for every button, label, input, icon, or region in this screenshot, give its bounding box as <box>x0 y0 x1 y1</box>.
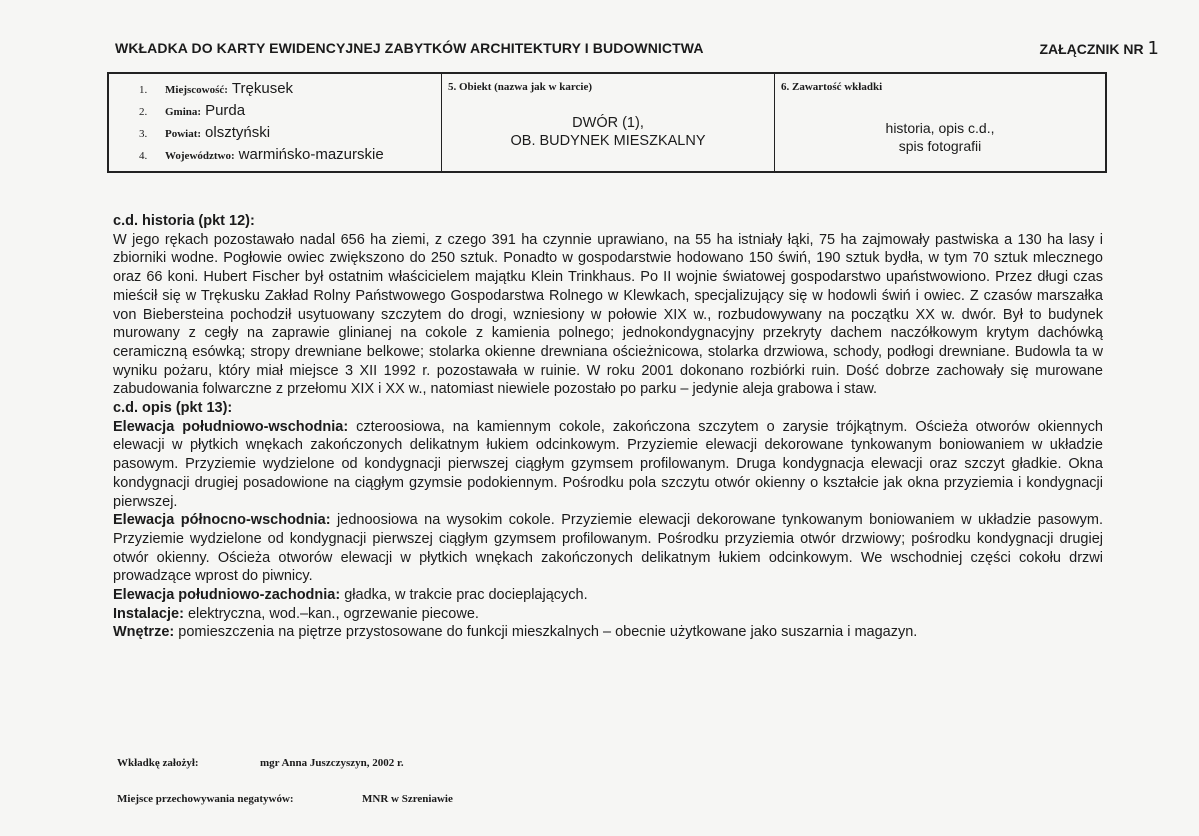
object-name-line1: DWÓR (1), <box>572 115 644 131</box>
description-paragraph <box>113 418 1103 512</box>
contents-line1: historia, opis c.d., <box>885 120 995 136</box>
object-column <box>442 74 775 171</box>
paragraph-label: Instalacje: <box>113 605 184 622</box>
location-value: Purda <box>205 102 246 119</box>
paragraph-label: Elewacja południowo-wschodnia: <box>113 418 349 435</box>
history-text: W jego rękach pozostawało nadal 656 ha ziemi, z czego 391 ha czynnie uprawiano, na 55 ha istniały łąki, 75 ha zajmowały pastwiska a 130 ha lasy i zbiorniki wodne. Pogłowie owiec zwiększono do 250 sztuk. Ponadto w gospodarstwie hodowano 150 świń, 190 sztuk bydła, w tym 70 sztuk mlecznego oraz 66 koni. Hubert Fischer był ostatnim właścicielem majątku Klein Trinkhaus. Po II wojnie światowej gospodarstwo upaństwowiono. Przez długi czas mieścił się w Trękusku Zakład Rolny Państwowego Gospodarstwa Rolnego w Klewkach, specjalizujący się w hodowli świń i owiec. Z czasów marszałka von Biebersteina pochodził usytuowany szczytem do drogi, wzniesiony w połowie XIX w., rozbudowywany na początku XX w. dwór. Był to budynek murowany z cegły na zaprawie glinianej na cokole z kamienia polnego; jednokondygnacyjny przekryty dachem naczółkowym krytym dachówką ceramiczną esówką; stropy drewniane belkowe; stolarka okienne drewniana ościeżnicowa, stolarka drzwiowa, schody, podłogi drewniane. Budowla ta w wyniku pożaru, który miał miejsce 3 XII 1992 r. pozostawała w ruinie. W roku 2001 dokonano rozbiórki ruin. Dość dobrze zachowały się murowane zabudowania folwarczne z przełomu XIX i XX w., natomiast niewiele pozostało po parku – jedynie aleja grabowa i staw. <box>113 231 1103 398</box>
founder-label: Wkładkę założył: <box>117 757 199 769</box>
location-row-county <box>139 124 441 146</box>
annex-number: 1 <box>1147 38 1159 59</box>
paragraph-text: jednoosiowa na wysokim cokole. Przyziemie elewacji dekorowane tynkowanym boniowaniem w układzie pasowym. Przyziemie wydzielone od kondygnacji pierwszej ciągłym gzymsem profilowanym. Pośrodku przyziemia otwór drzwiowy; pośrodku kondygnacji drugiej otwór okienny. Ościeża otworów elewacji w płytkich wnękach zakończonych delikatnym łukiem odcinkowym. We wschodniej części cokołu drzwi prowadzące wprost do piwnicy. <box>113 512 1103 585</box>
paragraph-text: elektryczna, wod.–kan., ogrzewanie piecowe. <box>183 605 479 622</box>
location-value: warmińsko-mazurskie <box>238 146 384 163</box>
location-row-voivodeship <box>139 146 441 168</box>
paragraph-label: Elewacja północno-wschodnia: <box>113 512 331 529</box>
object-heading: 5. Obiekt (nazwa jak w karcie) <box>448 81 593 93</box>
founder-value: mgr Anna Juszczyszyn, 2002 r. <box>260 757 404 769</box>
location-num: 4. <box>139 150 148 162</box>
contents-heading: 6. Zawartość wkładki <box>781 81 883 93</box>
description-paragraph <box>113 623 1103 642</box>
storage-value: MNR w Szreniawie <box>362 793 453 805</box>
location-row-commune <box>139 102 441 124</box>
footer-founder <box>117 757 404 769</box>
description-paragraph <box>113 586 1103 605</box>
annex-label <box>1039 38 1159 59</box>
main-content <box>113 212 1103 642</box>
object-name-line2: OB. BUDYNEK MIESZKALNY <box>510 133 706 149</box>
location-num: 1. <box>139 84 148 96</box>
paragraph-label: Elewacja południowo-zachodnia: <box>113 587 341 604</box>
location-num: 2. <box>139 106 148 118</box>
paragraph-text: pomieszczenia na piętrze przystosowane do funkcji mieszkalnych – obecnie użytkowane jako suszarnia i magazyn. <box>174 624 918 641</box>
location-label: Miejscowość: <box>165 84 228 96</box>
info-table <box>107 72 1107 173</box>
storage-label: Miejsce przechowywania negatywów: <box>117 793 294 805</box>
annex-label-text: ZAŁĄCZNIK NR <box>1039 41 1144 57</box>
paragraph-label: Wnętrze: <box>113 624 175 641</box>
description-paragraph <box>113 511 1103 586</box>
location-column <box>109 74 442 171</box>
contents-list <box>775 119 1105 155</box>
location-value: Trękusek <box>231 80 294 97</box>
location-value: olsztyński <box>205 124 271 141</box>
description-paragraph <box>113 605 1103 624</box>
footer-storage <box>117 793 453 805</box>
document-title: WKŁADKA DO KARTY EWIDENCYJNEJ ZABYTKÓW ARCHITEKTURY I BUDOWNICTWA <box>115 40 704 56</box>
location-num: 3. <box>139 128 148 140</box>
paragraph-text: czteroosiowa, na kamiennym cokole, zakończona szczytem o zarysie trójkątnym. Ościeża otworów okiennych elewacji w płytkich wnękach zakończonych delikatnym łukiem odcinkowym. Przyziemie elewacji dekorowane tynkowanym boniowaniem w układzie pasowym. Przyziemie wydzielone od kondygnacji pierwszej ciągłym gzymsem profilowanym. Druga kondygnacja elewacji oraz szczyt gładkie. Okna kondygnacji drugiej posadowione na ciągłym gzymsie podokiennym. Pośrodku pola szczytu otwór okienny o kształcie jak okna przyziemia i kondygnacji pierwszej. <box>113 418 1103 510</box>
contents-line2: spis fotografii <box>898 138 982 154</box>
location-label: Gmina: <box>165 106 202 118</box>
paragraph-text: gładka, w trakcie prac docieplających. <box>340 587 588 604</box>
location-row-town <box>139 80 441 102</box>
history-heading: c.d. historia (pkt 12): <box>113 213 255 229</box>
location-label: Województwo: <box>165 150 235 162</box>
description-heading: c.d. opis (pkt 13): <box>113 400 233 417</box>
location-label: Powiat: <box>165 128 202 140</box>
contents-column <box>775 74 1105 171</box>
object-name <box>442 114 774 150</box>
